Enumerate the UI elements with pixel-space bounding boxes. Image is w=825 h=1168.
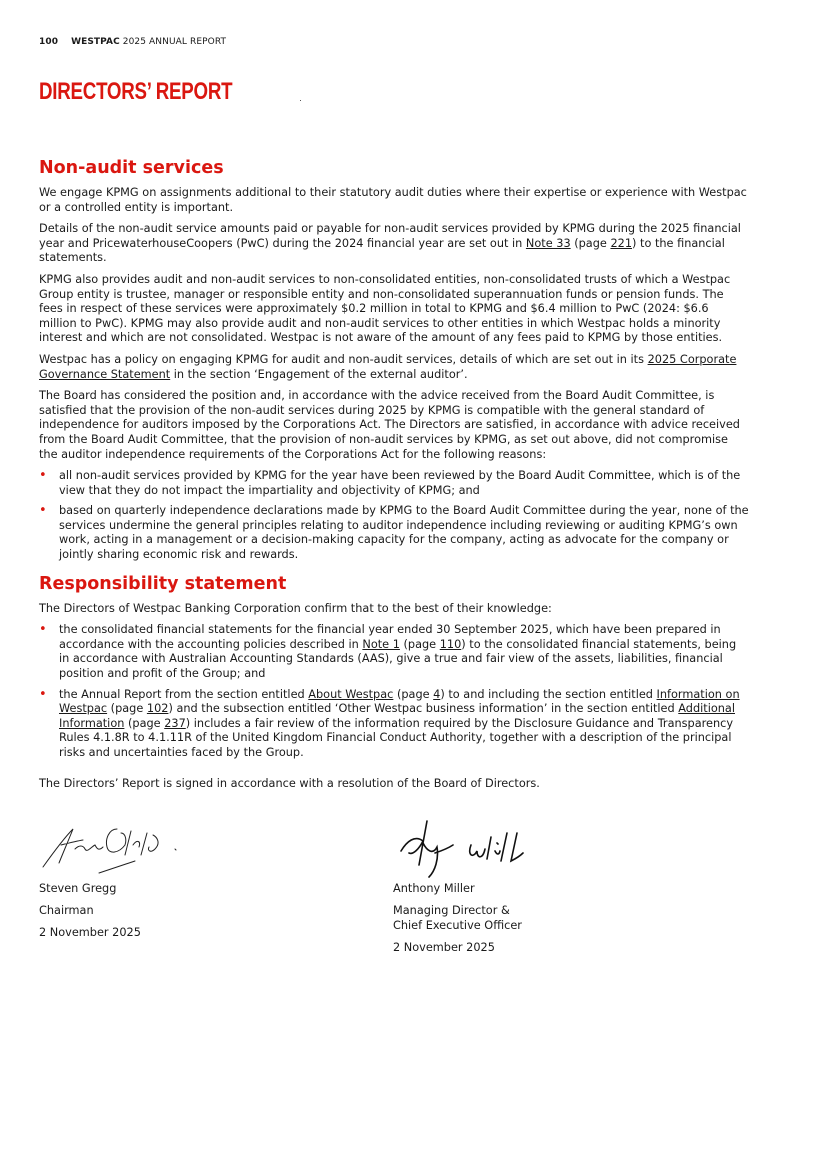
text-run: (page (393, 687, 434, 701)
text-run: Details of the non-audit service amounts paid or payable for non-audit services provided by KPMG during the 2025 financial year and PricewaterhouseCoopers (PwC) during the 2024 financial year are set out in (39, 222, 741, 250)
paragraph (39, 353, 749, 382)
text-run: (page (570, 236, 611, 250)
about-westpac-link[interactable]: About Westpac (308, 687, 394, 701)
signatory-role: Managing Director & (393, 904, 510, 917)
note-33-link[interactable]: Note 33 (525, 236, 571, 250)
list-item: • all non-audit services provided by KPMG for the year have been reviewed by the Board Audit Committee, which is of the view that they do not impact the impartiality and objectivity of KPMG; and (39, 469, 749, 498)
header-brand: WESTPAC (71, 37, 120, 47)
list-item (39, 688, 749, 761)
text-run: the Annual Report from the section entitled (59, 687, 309, 701)
list-item: • based on quarterly independence declarations made by KPMG to the Board Audit Committee during the year, none of the services undermine the general principles relating to auditor independence including reviewing or auditing KPMG’s own work, acting in a management or a decision-making capacity for the company, acting as advocate for the company or jointly sharing economic risk and rewards. (39, 504, 749, 562)
page-110-link[interactable]: 110 (439, 637, 462, 651)
information-on-westpac-link[interactable]: Information on Westpac (59, 687, 740, 716)
page-number: 100 (39, 37, 59, 47)
confirmations-list (39, 623, 749, 760)
paragraph: KPMG also provides audit and non-audit services to non-consolidated entities, non-consolidated trusts of which a Westpac Group entity is trustee, manager or responsible entity and non-consolidated superannuation funds or pension funds. The fees in respect of these services were approximately $0.2 million in total to KPMG and $6.4 million to PwC (2024: $6.6 million to PwC). KPMG may also provide audit and non-audit services to other entities in which Westpac holds a minority interest and which are not consolidated. Westpac is not aware of the amount of any fees paid to KPMG by those entities. (39, 272, 731, 345)
paragraph: The Board has considered the position and, in accordance with the advice received from the Board Audit Committee, is satisfied that the provision of the non-audit services during 2025 by KPMG is compatible with the general standard of independence for auditors imposed by the Corporations Act. The Directors are satisfied, in accordance with advice received from the Board Audit Committee, that the provision of non-audit services by KPMG, as set out above, did not compromise the auditor independence requirements of the Corporations Act for the following reasons: (39, 389, 740, 461)
governance-statement-link[interactable]: 2025 Corporate Governance Statement (39, 352, 737, 381)
text-run: ) to and including the section entitled (440, 687, 657, 701)
page-4-link[interactable]: 4 (433, 687, 441, 701)
text-run: (page (107, 702, 147, 716)
text-run: ) and the subsection entitled ‘Other Westpac business information’ in the section entitled (168, 702, 679, 716)
text-run: (page (399, 637, 440, 651)
page-221-link[interactable]: 221 (610, 236, 633, 250)
page-header (39, 37, 226, 47)
signatory-date: 2 November 2025 (393, 941, 495, 954)
text-run: ) includes a fair review of the information required by the Disclosure Guidance and Transparency Rules 4.1.8R to 4.1.11R of the United Kingdom Financial Conduct Authority, together with a description of the principal risks and uncertainties faced by the Group. (59, 716, 734, 759)
signature-steven-gregg (39, 815, 199, 881)
paragraph: The Directors of Westpac Banking Corporation confirm that to the best of their knowledge: (39, 601, 552, 615)
text-run: (page (124, 716, 165, 730)
signatures (39, 815, 759, 975)
reasons-list (39, 469, 749, 563)
paragraph: The Directors’ Report is signed in accordance with a resolution of the Board of Directors. (39, 776, 540, 790)
signatory-name: Steven Gregg (39, 882, 117, 895)
paragraph (39, 222, 749, 266)
responsibility-section (39, 573, 749, 792)
main-content (39, 157, 749, 798)
note-1-link[interactable]: Note 1 (362, 637, 400, 651)
text-run: ) to the financial statements. (39, 236, 725, 265)
signature-anthony-miller (393, 815, 553, 881)
text-run: Westpac has a policy on engaging KPMG for audit and non-audit services, details of which are set out in its (39, 352, 648, 366)
text-run: the consolidated financial statements for the financial year ended 30 September 2025, which have been prepared in accordance with the accounting policies described in (59, 623, 721, 651)
additional-information-link[interactable]: Additional Information (59, 702, 735, 730)
header-report-name: 2025 ANNUAL REPORT (122, 37, 227, 47)
list-item (39, 623, 749, 681)
signatory-chairman (39, 815, 339, 940)
stray-dot (300, 100, 301, 101)
non-audit-section (39, 157, 749, 563)
responsibility-heading: Responsibility statement (39, 573, 287, 594)
text-run: ) to the consolidated financial statements, being in accordance with Australian Accounting Standards (AAS), give a true and fair view of the assets, liabilities, financial position and profit of the Group; and (59, 637, 737, 681)
signatory-date: 2 November 2025 (39, 926, 141, 939)
page-102-link[interactable]: 102 (146, 702, 169, 716)
non-audit-heading: Non-audit services (39, 158, 224, 178)
page-title: DIRECTORS’ REPORT (39, 78, 233, 105)
signatory-role: Chief Executive Officer (393, 919, 522, 932)
signatory-name: Anthony Miller (393, 882, 475, 895)
paragraph: We engage KPMG on assignments additional to their statutory audit duties where their expertise or experience with Westpac or a controlled entity is important. (39, 186, 747, 214)
page-237-link[interactable]: 237 (164, 716, 186, 730)
signatory-ceo (393, 815, 693, 955)
signatory-role: Chairman (39, 904, 94, 917)
text-run: in the section ‘Engagement of the external auditor’. (170, 367, 468, 381)
